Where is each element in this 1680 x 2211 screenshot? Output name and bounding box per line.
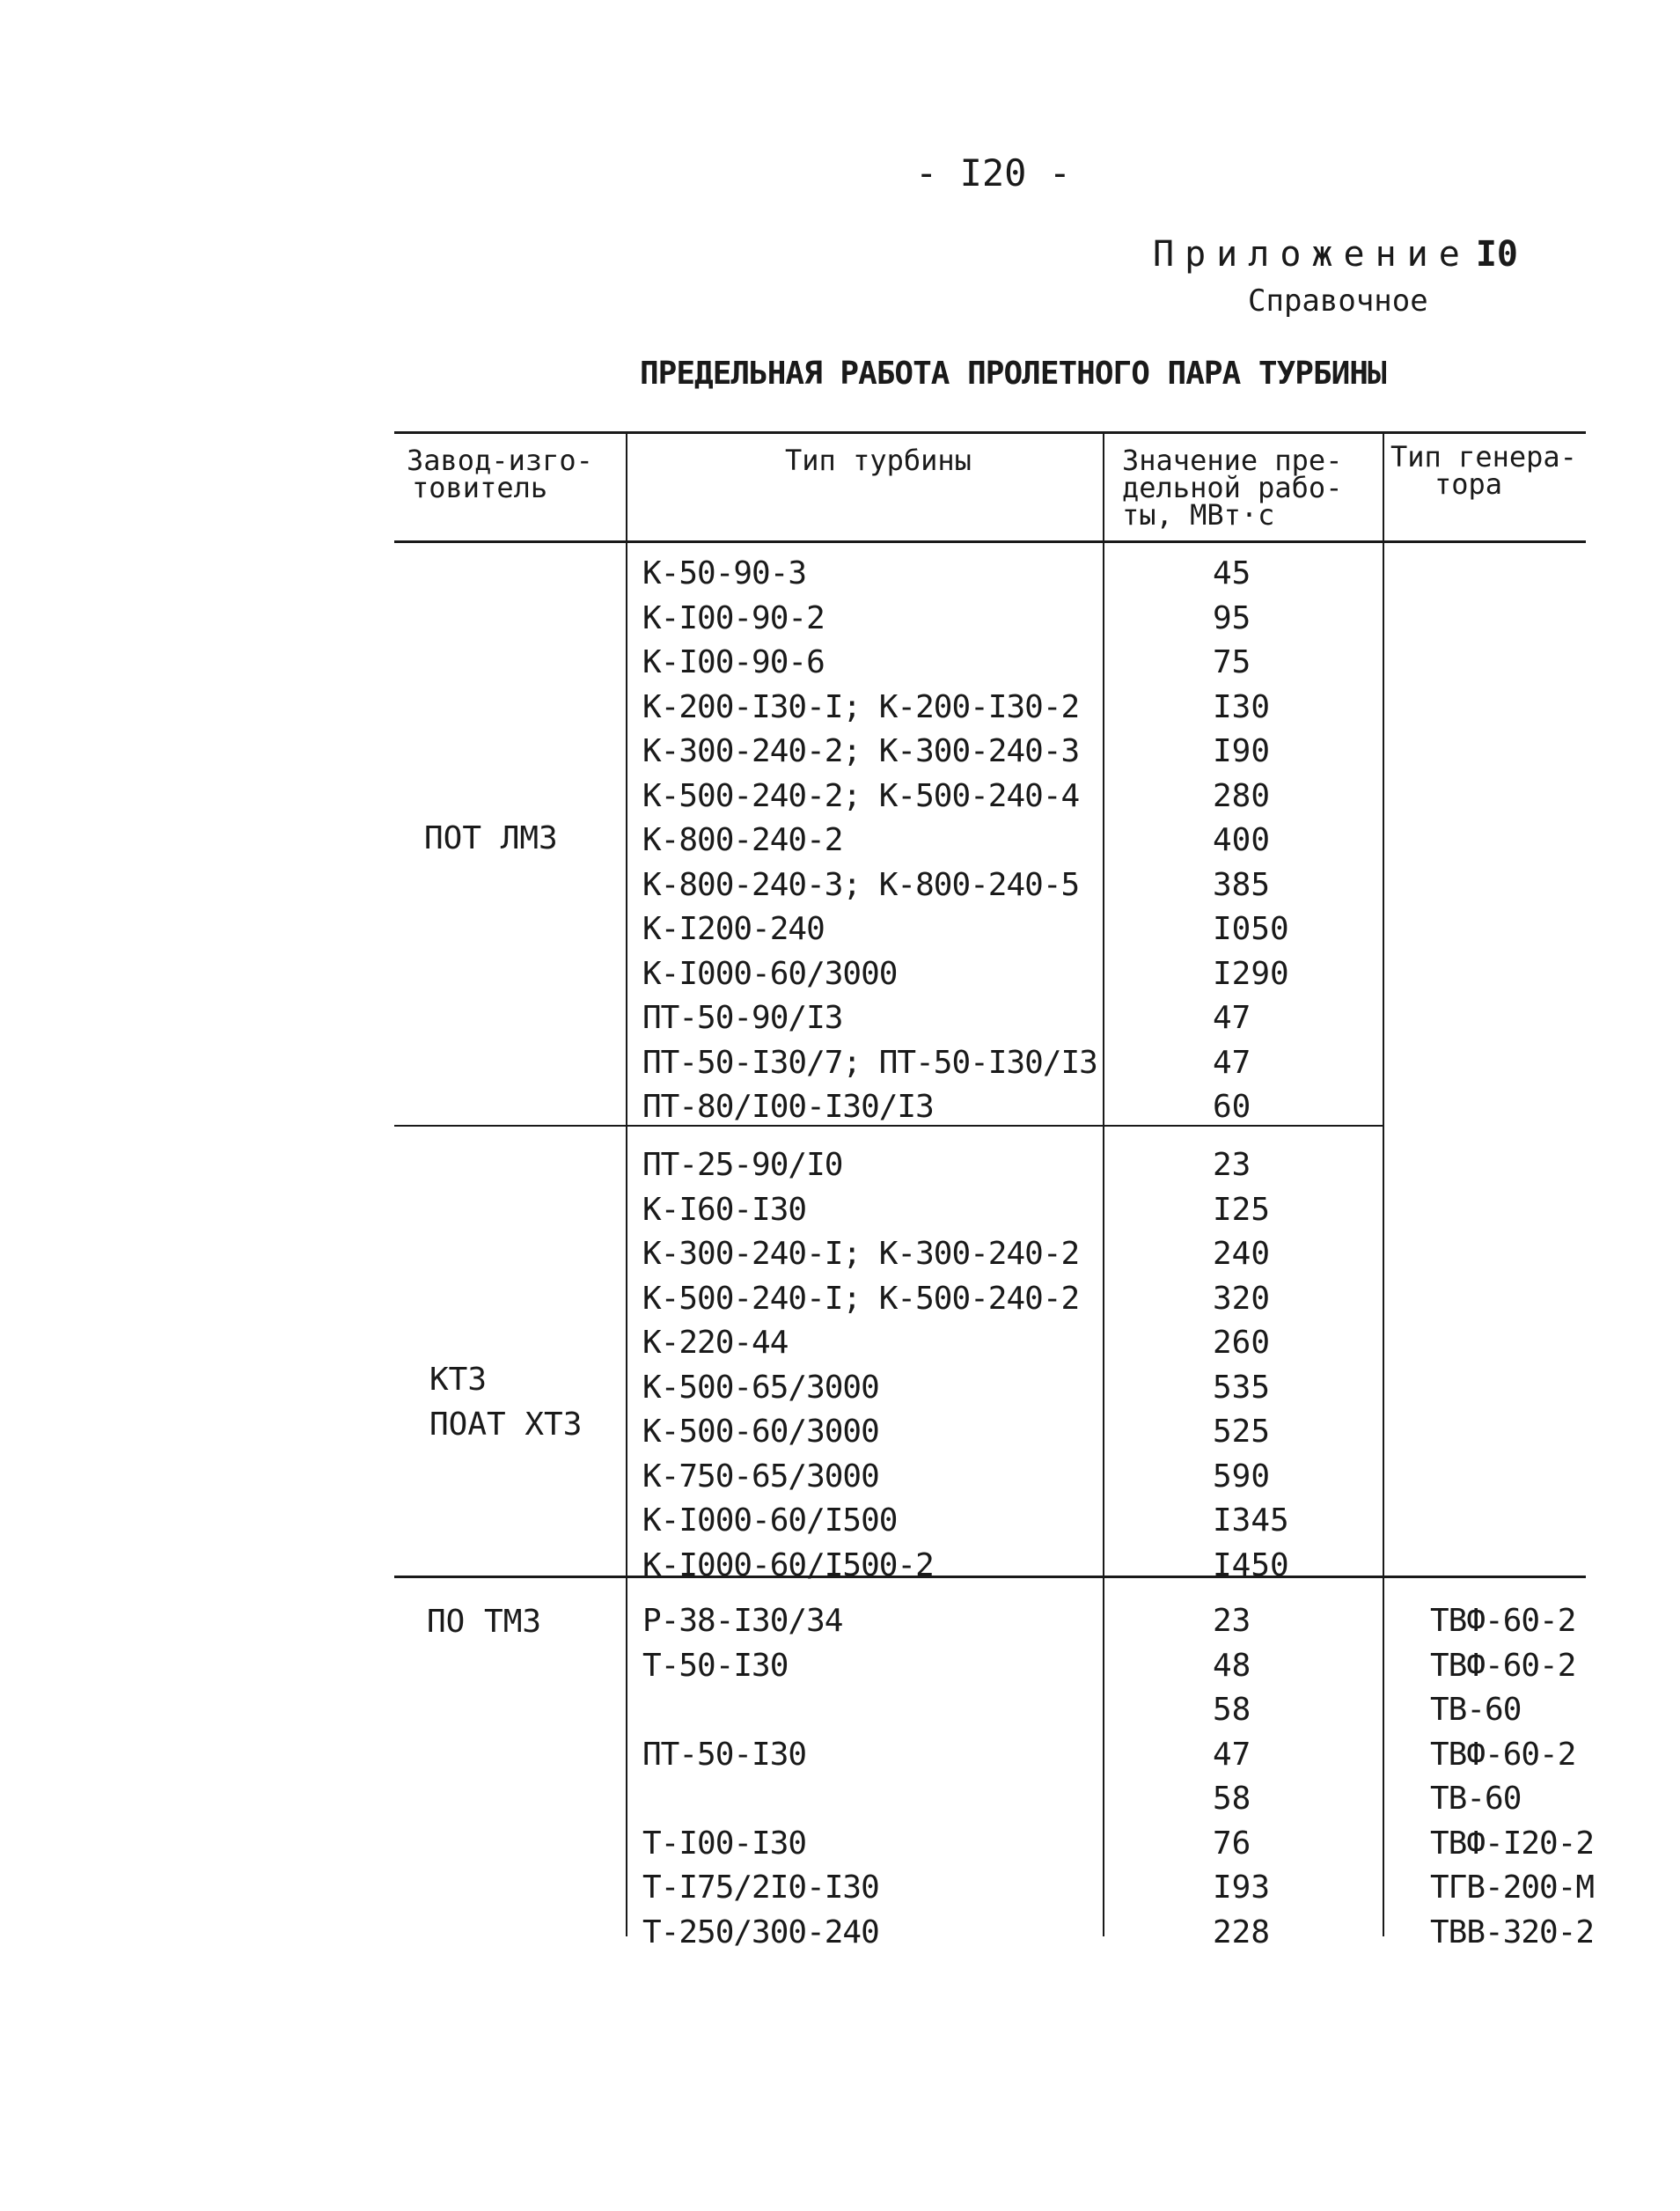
generator-type-cell: ТВ-60: [1430, 1692, 1522, 1728]
table-row: [0, 641, 1680, 685]
table-row: [0, 686, 1680, 730]
header-bottom-rule: [394, 540, 1586, 543]
turbine-type-cell: К-I00-90-6: [642, 644, 825, 680]
work-value-cell: 280: [1213, 778, 1271, 814]
work-value-cell: I345: [1213, 1502, 1289, 1539]
generator-type-cell: ТВФ-60-2: [1430, 1737, 1576, 1773]
work-value-cell: 76: [1213, 1825, 1251, 1862]
work-value-cell: 228: [1213, 1914, 1271, 1950]
manufacturer-line: ПОТ ЛМЗ: [424, 820, 558, 856]
manufacturer-line: ПО ТМЗ: [427, 1604, 542, 1640]
table-row: [0, 1644, 1680, 1688]
table-row: [0, 819, 1680, 863]
table-row: [0, 1232, 1680, 1276]
generator-type-cell: ТВ-60: [1430, 1781, 1522, 1817]
turbine-type-cell: К-I60-I30: [642, 1192, 807, 1228]
turbine-type-cell: К-500-240-I; К-500-240-2: [642, 1281, 1080, 1317]
work-value-cell: 590: [1213, 1458, 1271, 1495]
turbine-type-cell: К-I000-60/3000: [642, 956, 898, 992]
table-row: [0, 1188, 1680, 1232]
turbine-type-cell: Т-I75/2I0-I30: [642, 1869, 879, 1906]
work-value-cell: 47: [1213, 1000, 1251, 1036]
appendix-type: Справочное: [1248, 283, 1428, 319]
manufacturer-line: КТЗ: [429, 1362, 488, 1398]
generator-type-cell: ТВФ-60-2: [1430, 1648, 1576, 1684]
table-row: [0, 1866, 1680, 1910]
turbine-type-cell: Р-38-I30/34: [642, 1603, 843, 1639]
table-top-rule: [394, 431, 1586, 434]
table-row: [0, 1143, 1680, 1187]
table-row: [0, 730, 1680, 774]
table-row: [0, 1688, 1680, 1732]
table-row: [0, 1321, 1680, 1365]
header-manufacturer: [407, 444, 593, 504]
work-value-cell: 400: [1213, 822, 1271, 858]
table-row: [0, 1733, 1680, 1777]
turbine-type-cell: ПТ-50-90/I3: [642, 1000, 843, 1036]
table-row: [0, 552, 1680, 596]
work-value-cell: 60: [1213, 1089, 1251, 1125]
work-value-cell: I050: [1213, 911, 1289, 947]
table-row: [0, 952, 1680, 996]
work-value-cell: 75: [1213, 644, 1251, 680]
work-value-cell: 45: [1213, 555, 1251, 591]
work-value-cell: 320: [1213, 1281, 1271, 1317]
header-generator-line: тора: [1434, 467, 1503, 501]
turbine-type-cell: Т-50-I30: [642, 1648, 789, 1684]
turbine-type-cell: ПТ-50-I30: [642, 1737, 807, 1773]
turbine-type-cell: К-800-240-3; К-800-240-5: [642, 867, 1080, 903]
header-manufacturer-line: Завод-изго-: [407, 444, 593, 477]
work-value-cell: 23: [1213, 1603, 1251, 1639]
turbine-type-cell: К-220-44: [642, 1325, 789, 1361]
turbine-type-cell: К-800-240-2: [642, 822, 843, 858]
table-row: [0, 1041, 1680, 1085]
turbine-type-cell: К-200-I30-I; К-200-I30-2: [642, 689, 1080, 725]
work-value-cell: I450: [1213, 1547, 1289, 1583]
turbine-type-cell: К-500-65/3000: [642, 1370, 879, 1406]
work-value-cell: I90: [1213, 733, 1271, 769]
turbine-type-cell: К-I000-60/I500-2: [642, 1547, 934, 1583]
work-value-cell: 95: [1213, 600, 1251, 636]
turbine-type-cell: К-750-65/3000: [642, 1458, 879, 1495]
work-value-cell: I93: [1213, 1869, 1271, 1906]
work-value-cell: 48: [1213, 1648, 1251, 1684]
header-generator: [1390, 440, 1577, 501]
turbine-type-cell: К-50-90-3: [642, 555, 807, 591]
table-row: [0, 863, 1680, 907]
table-row: [0, 996, 1680, 1040]
work-value-cell: 260: [1213, 1325, 1271, 1361]
appendix-word: Приложение: [1153, 234, 1471, 275]
table-row: [0, 775, 1680, 819]
work-value-cell: 23: [1213, 1147, 1251, 1183]
work-value-cell: 385: [1213, 867, 1271, 903]
work-value-cell: I25: [1213, 1192, 1271, 1228]
turbine-type-cell: К-500-240-2; К-500-240-4: [642, 778, 1080, 814]
header-turbine: [785, 444, 972, 477]
work-value-cell: 535: [1213, 1370, 1271, 1406]
table-row: [0, 1455, 1680, 1499]
table-row: [0, 1366, 1680, 1410]
header-value-line: ты, МВт·с: [1122, 498, 1275, 532]
table-row: [0, 1822, 1680, 1866]
work-value-cell: I290: [1213, 956, 1289, 992]
turbine-type-cell: Т-250/300-240: [642, 1914, 879, 1950]
generator-type-cell: ТВВ-320-2: [1430, 1914, 1595, 1950]
table-row: [0, 1599, 1680, 1643]
table-row: [0, 597, 1680, 641]
header-value: [1122, 444, 1343, 532]
turbine-type-cell: К-I000-60/I500: [642, 1502, 898, 1539]
turbine-type-cell: К-300-240-I; К-300-240-2: [642, 1236, 1080, 1272]
table-row: [0, 1085, 1680, 1129]
table-row: [0, 1499, 1680, 1543]
header-value-line: Значение пре-: [1122, 444, 1343, 477]
work-value-cell: 47: [1213, 1045, 1251, 1081]
header-value-line: дельной рабо-: [1122, 471, 1343, 504]
turbine-type-cell: ПТ-80/I00-I30/I3: [642, 1089, 934, 1125]
turbine-type-cell: К-I00-90-2: [642, 600, 825, 636]
table-row: [0, 1777, 1680, 1821]
turbine-type-cell: К-300-240-2; К-300-240-3: [642, 733, 1080, 769]
manufacturer-line: ПОАТ ХТЗ: [429, 1407, 583, 1443]
table-row: [0, 1911, 1680, 1955]
header-manufacturer-line: товитель: [412, 471, 548, 504]
work-value-cell: 58: [1213, 1692, 1251, 1728]
generator-type-cell: ТВФ-I20-2: [1430, 1825, 1595, 1862]
table-row: [0, 1544, 1680, 1588]
appendix-label: [1153, 234, 1518, 275]
turbine-type-cell: К-500-60/3000: [642, 1414, 879, 1450]
turbine-type-cell: К-I200-240: [642, 911, 825, 947]
generator-type-cell: ТГВ-200-М: [1430, 1869, 1595, 1906]
work-value-cell: I30: [1213, 689, 1271, 725]
appendix-number: I0: [1475, 234, 1518, 275]
turbine-type-cell: Т-I00-I30: [642, 1825, 807, 1862]
table-row: [0, 907, 1680, 951]
turbine-type-cell: ПТ-25-90/I0: [642, 1147, 843, 1183]
work-value-cell: 525: [1213, 1414, 1271, 1450]
turbine-type-cell: ПТ-50-I30/7; ПТ-50-I30/I3: [642, 1045, 1097, 1081]
work-value-cell: 58: [1213, 1781, 1251, 1817]
table-row: [0, 1410, 1680, 1454]
header-generator-line: Тип генера-: [1390, 440, 1577, 474]
header-turbine-line: Тип турбины: [785, 444, 972, 477]
table-row: [0, 1277, 1680, 1321]
generator-type-cell: ТВФ-60-2: [1430, 1603, 1576, 1639]
work-value-cell: 47: [1213, 1737, 1251, 1773]
table-title: ПРЕДЕЛЬНАЯ РАБОТА ПРОЛЕТНОГО ПАРА ТУРБИНЫ: [640, 356, 1386, 392]
work-value-cell: 240: [1213, 1236, 1271, 1272]
page-number: - I20 -: [915, 151, 1072, 195]
